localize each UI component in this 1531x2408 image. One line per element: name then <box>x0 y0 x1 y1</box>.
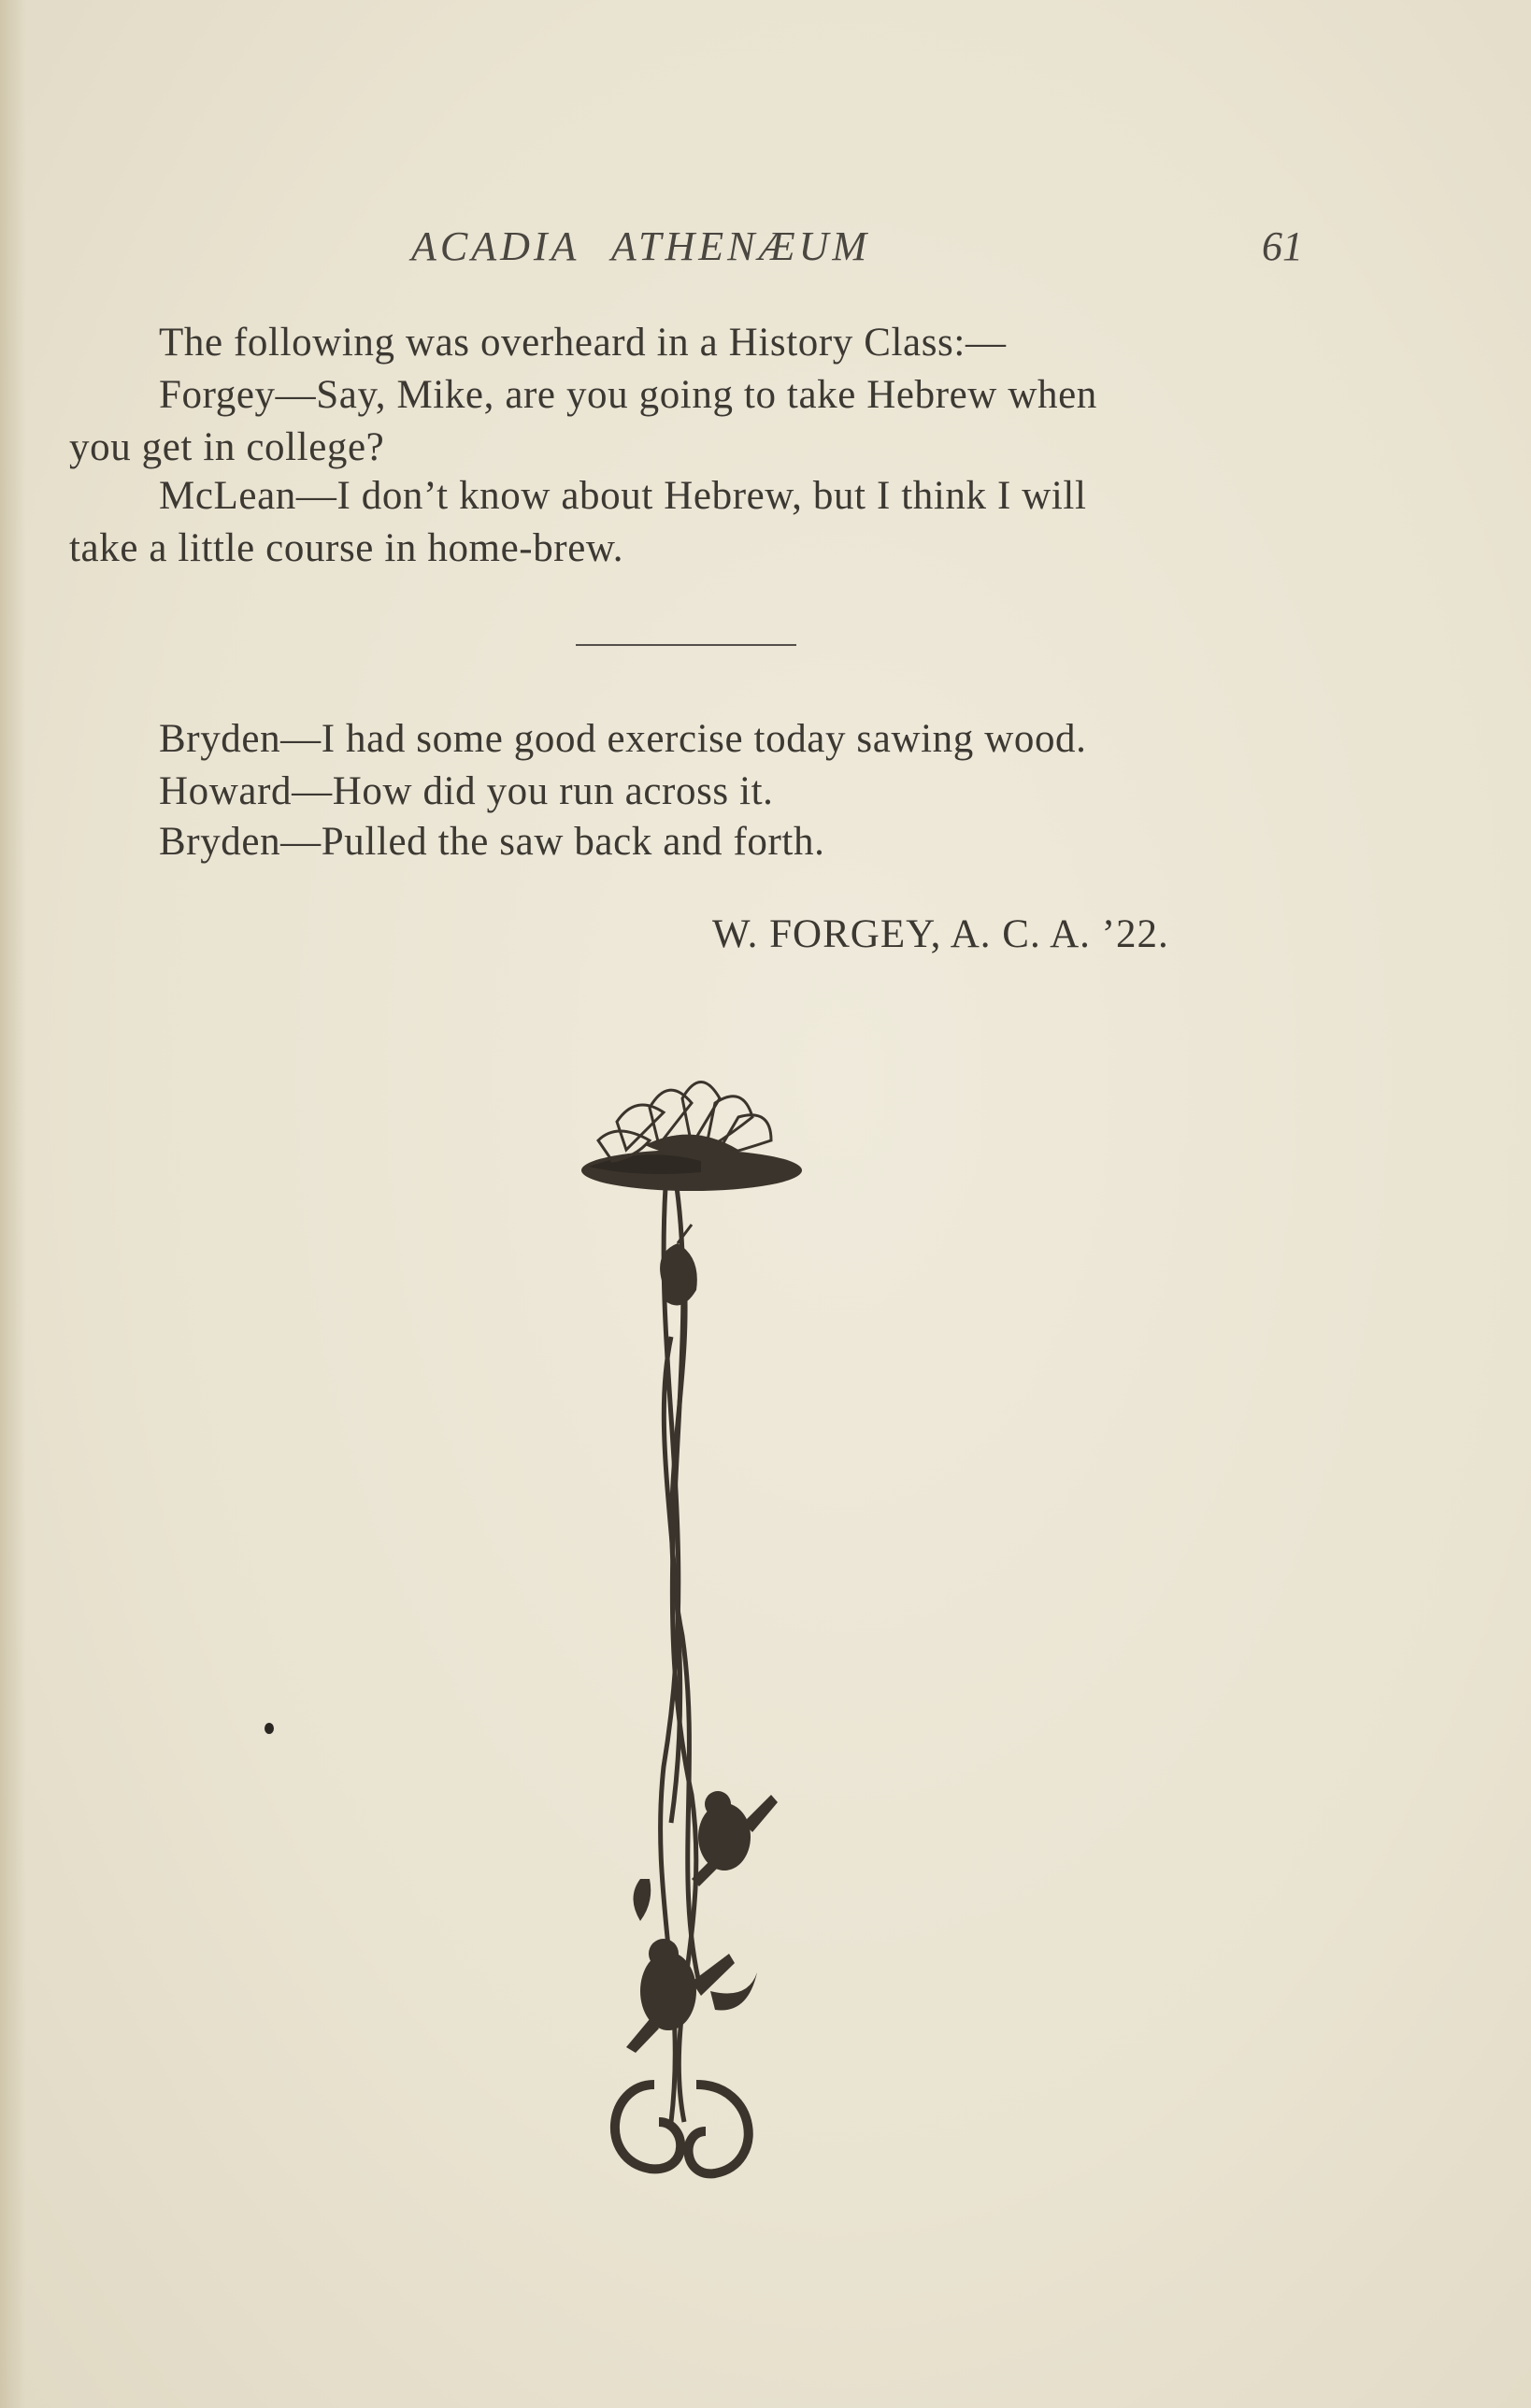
text-line: Howard—How did you run across it. <box>159 769 774 813</box>
text-line: take a little course in home-brew. <box>69 526 624 570</box>
text-line: The following was overheard in a History Class:— <box>159 321 1007 365</box>
lily-bud <box>660 1243 697 1305</box>
text-line: Bryden—I had some good exercise today sawing wood. <box>159 717 1087 761</box>
text-line: Bryden—Pulled the saw back and forth. <box>159 820 825 864</box>
text-line: Forgey—Say, Mike, are you going to take Hebrew when <box>159 373 1097 417</box>
text-line: McLean—I don’t know about Hebrew, but I think I will <box>159 474 1087 518</box>
frog-upper <box>634 1791 779 1921</box>
spine-shadow <box>0 0 26 2408</box>
running-header-title: ACADIA ATHENÆUM <box>411 223 871 269</box>
text-line: you get in college? <box>69 425 385 469</box>
water-lily-frogs-ornament-icon <box>561 1056 860 2215</box>
author-signature: W. FORGEY, A. C. A. ’22. <box>712 912 1169 956</box>
ink-speck <box>265 1723 274 1734</box>
section-divider <box>576 644 796 646</box>
page-number: 61 <box>1262 223 1303 269</box>
